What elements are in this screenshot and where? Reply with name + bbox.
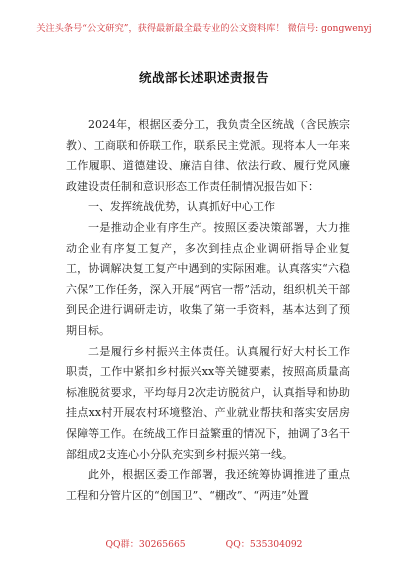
section-heading: 一、发挥统战优势，认真抓好中心工作 — [88, 200, 275, 214]
paragraph-intro: 2024年，根据区委分工，我负责全区统战（含民族宗教）、工商联和侨联工作，联系民主党派。现将本人一年来工作履职、道德建设、廉洁自律、依法行政、履行党风廉政建设责任制和意识形态工作责任制情况报告如下： — [66, 118, 350, 193]
document-title: 统战部长述职述责报告 — [138, 70, 269, 85]
paragraph: 此外，根据区委工作部署，我还统筹协调推进了重点工程和分管片区的“创国卫”、“棚改”、“两违”处置 — [66, 468, 350, 502]
promo-banner: 关注头条号“公文研究”，获得最新最全最专业的公文资料库！ 微信号: gongwenyj — [36, 23, 372, 34]
document-body — [66, 115, 350, 506]
paragraph: 一是推动企业有序生产。按照区委决策部署，大力推动企业有序复工复产，多次到挂点企业调研指导企业复工，协调解决复工复产中遇到的实际困难。认真落实“六稳六保”工作任务，深入开展“两官一帮”活动，组织机关干部到民企进行调研走访，收集了第一手资料，基本达到了预期目标。 — [66, 220, 350, 337]
qq-group-number: QQ群：30265665 — [105, 539, 186, 550]
qq-number: QQ：535304092 — [225, 539, 303, 550]
contact-footer — [0, 536, 408, 550]
paragraph: 二是履行乡村振兴主体责任。认真履行好大村长工作职责，工作中紧扣乡村振兴xx等关键要素，按照高质量高标准脱贫要求，平均每月2次走访脱贫户，认真指导和协助挂点xx村开展农村环境整治、产业就业帮扶和落实安居房保障等工作。在统战工作日益繁重的情况下，抽调了3名干部组成2支连心小分队充实到乡村振兴第一线。 — [66, 344, 350, 461]
